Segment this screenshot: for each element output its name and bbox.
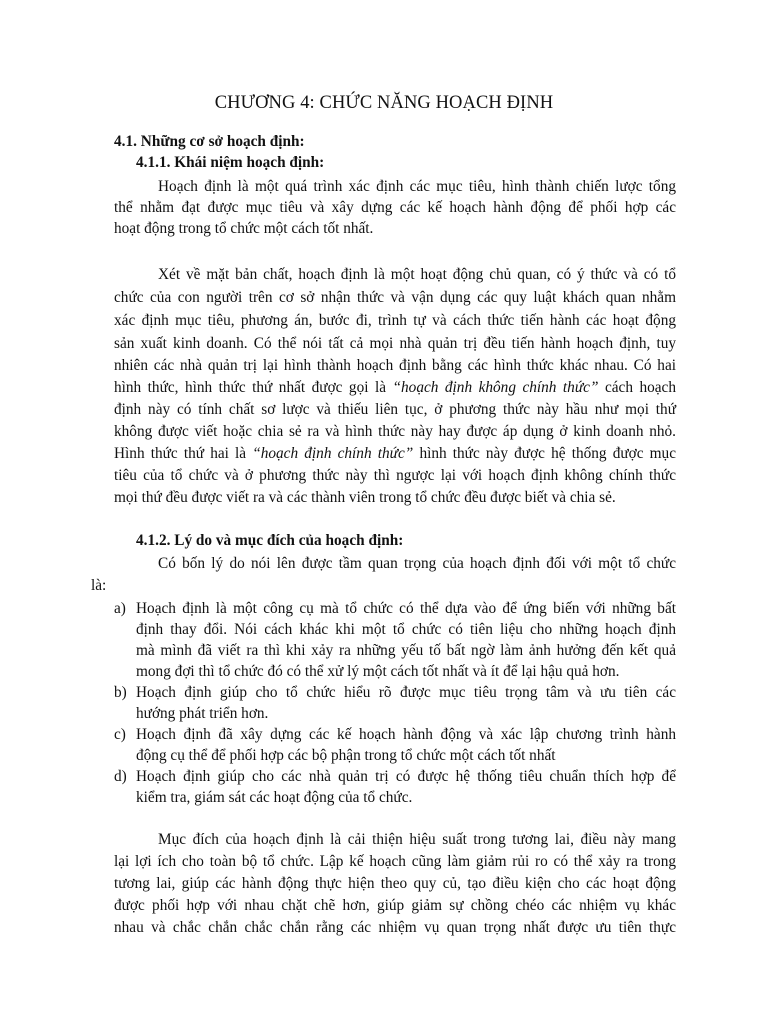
- paragraph-line: [114, 443, 676, 464]
- paragraph-line: Xét về mặt bản chất, hoạch định là một hoạt động chủ quan, có ý thức và có tổ: [158, 266, 676, 283]
- paragraph-line: thể nhằm đạt được mục tiêu và xây dựng các kế hoạch hành động để phối hợp các: [114, 199, 676, 216]
- paragraph-line: nhau và chắc chắn chắc chắn rằng các nhiệm vụ quan trọng nhất được ưu tiên thực: [114, 919, 676, 936]
- paragraph-line: Có bốn lý do nói lên được tầm quan trọng của hoạch định đối với một tổ chức: [158, 555, 676, 572]
- list-item-line: Hoạch định giúp cho tổ chức hiểu rõ được mục tiêu trọng tâm và ưu tiên các: [136, 684, 676, 701]
- text-segment: hình thức này được hệ thống được mục: [413, 445, 676, 462]
- paragraph-line: Mục đích của hoạch định là cải thiện hiệu suất trong tương lai, điều này mang: [158, 831, 676, 848]
- emphasis-text: “hoạch định không chính thức”: [392, 379, 599, 396]
- paragraph-line: sản xuất kinh doanh. Có thể nói tất cả mọi nhà quản trị đều tiến hành hoạch định, tuy: [114, 335, 676, 352]
- paragraph-line: mọi thứ đều được viết ra và các thành viên trong tổ chức đều được biết và chia sẻ.: [114, 489, 616, 506]
- text-segment: hình thức, hình thức thứ nhất được gọi là: [114, 379, 393, 396]
- list-item-line: Hoạch định đã xây dựng các kế hoạch hành động và xác lập chương trình hành: [136, 726, 676, 743]
- list-label: c): [114, 726, 126, 743]
- paragraph-line: được phối hợp với nhau chặt chẽ hơn, giúp giảm sự chồng chéo các nhiệm vụ khác: [114, 897, 676, 914]
- paragraph-line: hoạt động trong tổ chức một cách tốt nhất.: [114, 220, 374, 237]
- list-item-line: hướng phát triển hơn.: [136, 705, 269, 722]
- paragraph-line: chức của con người trên cơ sở nhận thức và vận dụng các quy luật khách quan nhằm: [114, 289, 676, 306]
- section-heading-4-1: 4.1. Những cơ sở hoạch định:: [114, 133, 305, 150]
- paragraph-line: là:: [91, 577, 107, 594]
- list-item-line: định thay đổi. Nói cách khác khi một tổ chức có tiên liệu cho những hoạch định: [136, 621, 676, 638]
- paragraph-line: Hoạch định là một quá trình xác định các mục tiêu, hình thành chiến lược tổng: [158, 178, 676, 195]
- text-segment: cách hoạch: [598, 379, 676, 396]
- list-item-line: Hoạch định giúp cho các nhà quản trị có được hệ thống tiêu chuẩn thích hợp để: [136, 768, 676, 785]
- paragraph-line: nhiên các nhà quản trị lại hình thành hoạch định bằng các hình thức khác nhau. Có hai: [114, 357, 676, 374]
- chapter-title: CHƯƠNG 4: CHỨC NĂNG HOẠCH ĐỊNH: [214, 93, 554, 113]
- list-label: a): [114, 600, 126, 617]
- list-label: b): [114, 684, 127, 701]
- list-label: d): [114, 768, 127, 785]
- paragraph-line: tương lai, giúp các hành động thực hiện theo quy củ, tạo điều kiện cho các hoạt động: [114, 875, 676, 892]
- paragraph-line: lại lợi ích cho toàn bộ tổ chức. Lập kế hoạch cũng làm giảm rủi ro có thể xảy ra trong: [114, 853, 676, 870]
- paragraph-line: định này có tính chất sơ lược và thiếu liên tục, ở phương thức này hầu như mọi thứ: [114, 401, 676, 418]
- paragraph-line: tiêu của tổ chức và ở phương thức này thì ngược lại với hoạch định không chính thức: [114, 467, 676, 484]
- subsection-heading-4-1-2: 4.1.2. Lý do và mục đích của hoạch định:: [136, 532, 404, 549]
- paragraph-line: [114, 377, 676, 398]
- paragraph-line: xác định mục tiêu, phương án, bước đi, trình tự và cách thức tiến hành các hoạt động: [114, 312, 676, 329]
- list-item-line: kiểm tra, giám sát các hoạt động của tổ chức.: [136, 789, 413, 806]
- emphasis-text: “hoạch định chính thức”: [252, 445, 414, 462]
- list-item-line: mà mình đã viết ra thì khi xảy ra những yếu tố bất ngờ làm ảnh hưởng đến kết quả: [136, 642, 676, 659]
- list-item-line: Hoạch định là một công cụ mà tổ chức có thể dựa vào để ứng biến với những bất: [136, 600, 676, 617]
- text-segment: Hình thức thứ hai là: [114, 445, 253, 462]
- paragraph-line: không được viết hoặc chia sẻ ra và hình thức này hay được áp dụng ở kinh doanh nhỏ.: [114, 423, 676, 440]
- subsection-heading-4-1-1: 4.1.1. Khái niệm hoạch định:: [136, 154, 325, 171]
- list-item-line: động cụ thể để phối hợp các bộ phận trong tổ chức một cách tốt nhất: [136, 747, 556, 764]
- list-item-line: mong đợi thì tổ chức đó có thể xử lý một cách tốt nhất và ít để lại hậu quả hơn.: [136, 663, 620, 680]
